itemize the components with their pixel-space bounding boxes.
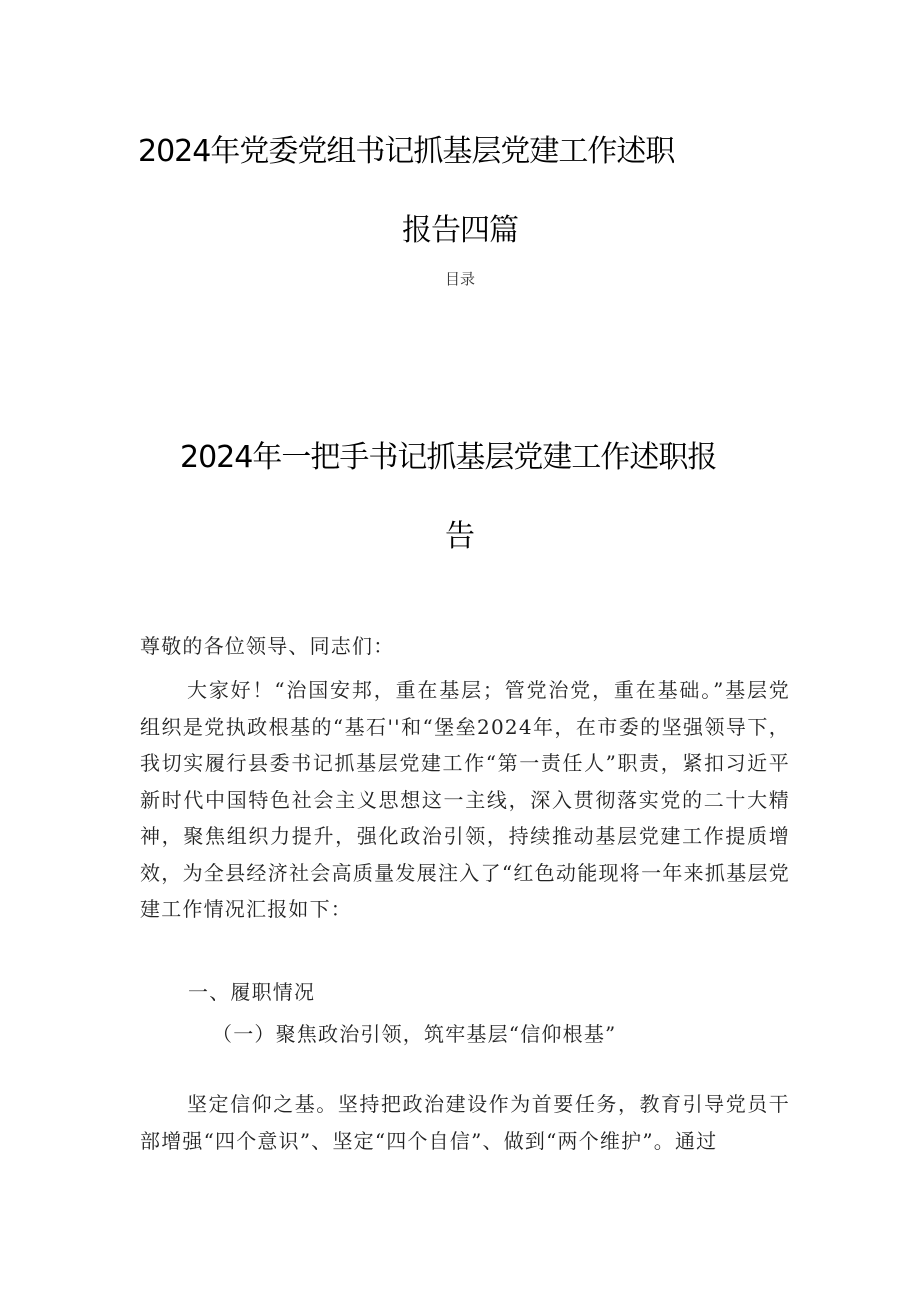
section-title-line-1: 2024年一把手书记抓基层党建工作述职报 xyxy=(180,440,717,475)
section-title-line-2: 告 xyxy=(445,519,475,554)
heading-performance: 一、履职情况 xyxy=(188,980,316,1004)
document-title-line-1: 2024年党委党组书记抓基层党建工作述职 xyxy=(138,134,675,169)
salutation: 尊敬的各位领导、同志们： xyxy=(140,634,395,658)
body-paragraph-2: 坚定信仰之基。坚持把政治建设作为首要任务，教育引导党员干部增强“四个意识”、坚定“四个自信”、做到“两个维护”。通过 xyxy=(140,1092,790,1153)
subheading-political-leadership: （一）聚焦政治引领，筑牢基层“信仰根基” xyxy=(212,1022,617,1046)
body-paragraph-1: 大家好！“治国安邦，重在基层；管党治党，重在基础。”基层党组织是党执政根基的“基石''和“堡垒2024年，在市委的坚强领导下，我切实履行县委书记抓基层党建工作“第一责任人”职责，紧扣习近平新时代中国特色社会主义思想这一主线，深入贯彻落实党的二十大精神，聚焦组织力提升，强化政治引领，持续推动基层党建工作提质增效，为全县经济社会高质量发展注入了“红色动能现将一年来抓基层党建工作情况汇报如下： xyxy=(140,678,790,921)
document-title-line-2: 报告四篇 xyxy=(402,213,518,248)
table-of-contents-label: 目录 xyxy=(444,270,475,288)
